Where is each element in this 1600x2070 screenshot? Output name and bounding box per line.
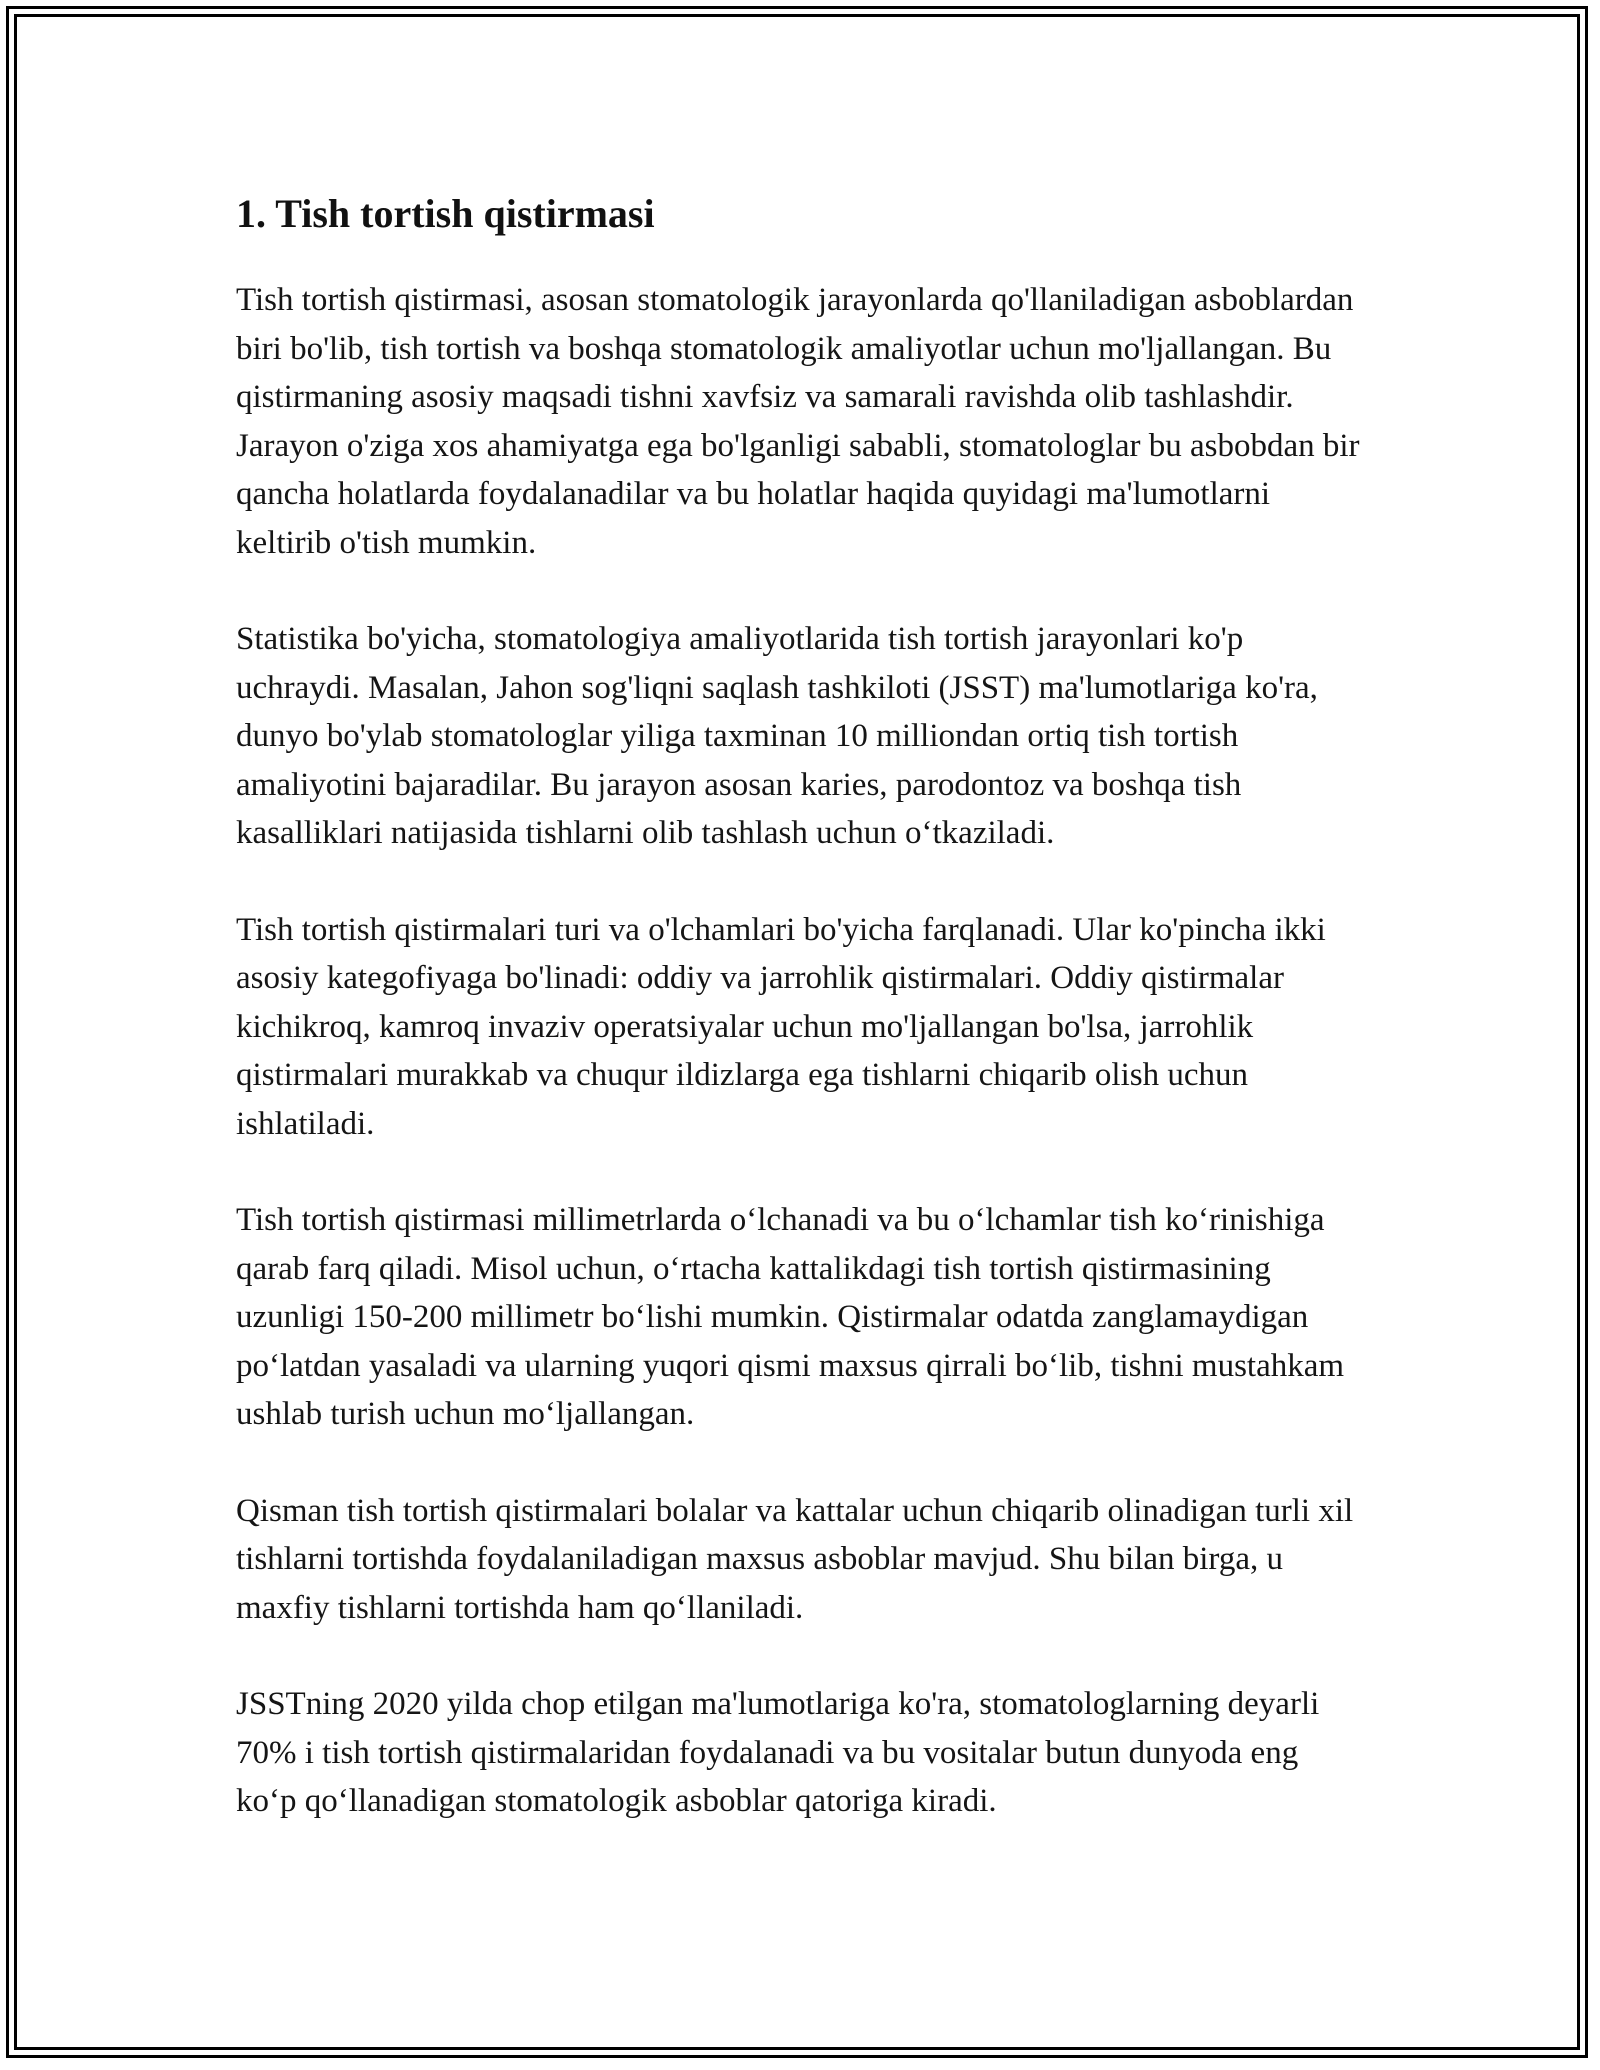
document-body (236, 186, 1366, 1826)
paragraph-statistics: Statistika bo'yicha, stomatologiya amaliyotlarida tish tortish jarayonlari ko'p uchraydi. Masalan, Jahon sog'liqni saqlash tashkiloti (JSST) ma'lumotlariga ko'ra, dunyo bo'ylab stomatologlar yiliga taxminan 10 milliondan ortiq tish tortish amaliyotini bajaradilar. Bu jarayon asosan karies, parodontoz va boshqa tish kasalliklari natijasida tishlarni olib tashlash uchun o‘tkaziladi. (236, 621, 1318, 851)
paragraph-intro: Tish tortish qistirmasi, asosan stomatologik jarayonlarda qo'llaniladigan asboblardan biri bo'lib, tish tortish va boshqa stomatologik amaliyotlar uchun mo'ljallangan. Bu qistirmaning asosiy maqsadi tishni xavfsiz va samarali ravishda olib tashlashdir. Jarayon o'ziga xos ahamiyatga ega bo'lganligi sababli, stomatologlar bu asbobdan bir qancha holatlarda foydalanadilar va bu holatlar haqida quyidagi ma'lumotlarni keltirib o'tish mumkin. (236, 282, 1360, 561)
paragraph-partial: Qisman tish tortish qistirmalari bolalar va kattalar uchun chiqarib olinadigan turli xil tishlarni tortishda foydalaniladigan maxsus asboblar mavjud. Shu bilan birga, u maxfiy tishlarni tortishda ham qo‘llaniladi. (236, 1492, 1354, 1626)
paragraph-usage: JSSTning 2020 yilda chop etilgan ma'lumotlariga ko'ra, stomatologlarning deyarli 70% i tish tortish qistirmalaridan foydalanadi va bu vositalar butun dunyoda eng ko‘p qo‘llanadigan stomatologik asboblar qatoriga kiradi. (236, 1686, 1320, 1819)
section-heading: 1. Tish tortish qistirmasi (236, 191, 655, 236)
paragraph-dimensions: Tish tortish qistirmasi millimetrlarda o‘lchanadi va bu o‘lchamlar tish ko‘rinishiga qarab farq qiladi. Misol uchun, o‘rtacha kattalikdagi tish tortish qistirmasining uzunligi 150-200 millimetr bo‘lishi mumkin. Qistirmalar odatda zanglamaydigan po‘latdan yasaladi va ularning yuqori qismi maxsus qirrali bo‘lib, tishni mustahkam ushlab turish uchun mo‘ljallangan. (236, 1202, 1345, 1432)
paragraph-types: Tish tortish qistirmalari turi va o'lchamlari bo'yicha farqlanadi. Ular ko'pincha ikki asosiy kategofiyaga bo'linadi: oddiy va jarrohlik qistirmalari. Oddiy qistirmalar kichikroq, kamroq invaziv operatsiyalar uchun mo'ljallangan bo'lsa, jarrohlik qistirmalari murakkab va chuqur ildizlarga ega tishlarni chiqarib olish uchun ishlatiladi. (236, 911, 1326, 1142)
